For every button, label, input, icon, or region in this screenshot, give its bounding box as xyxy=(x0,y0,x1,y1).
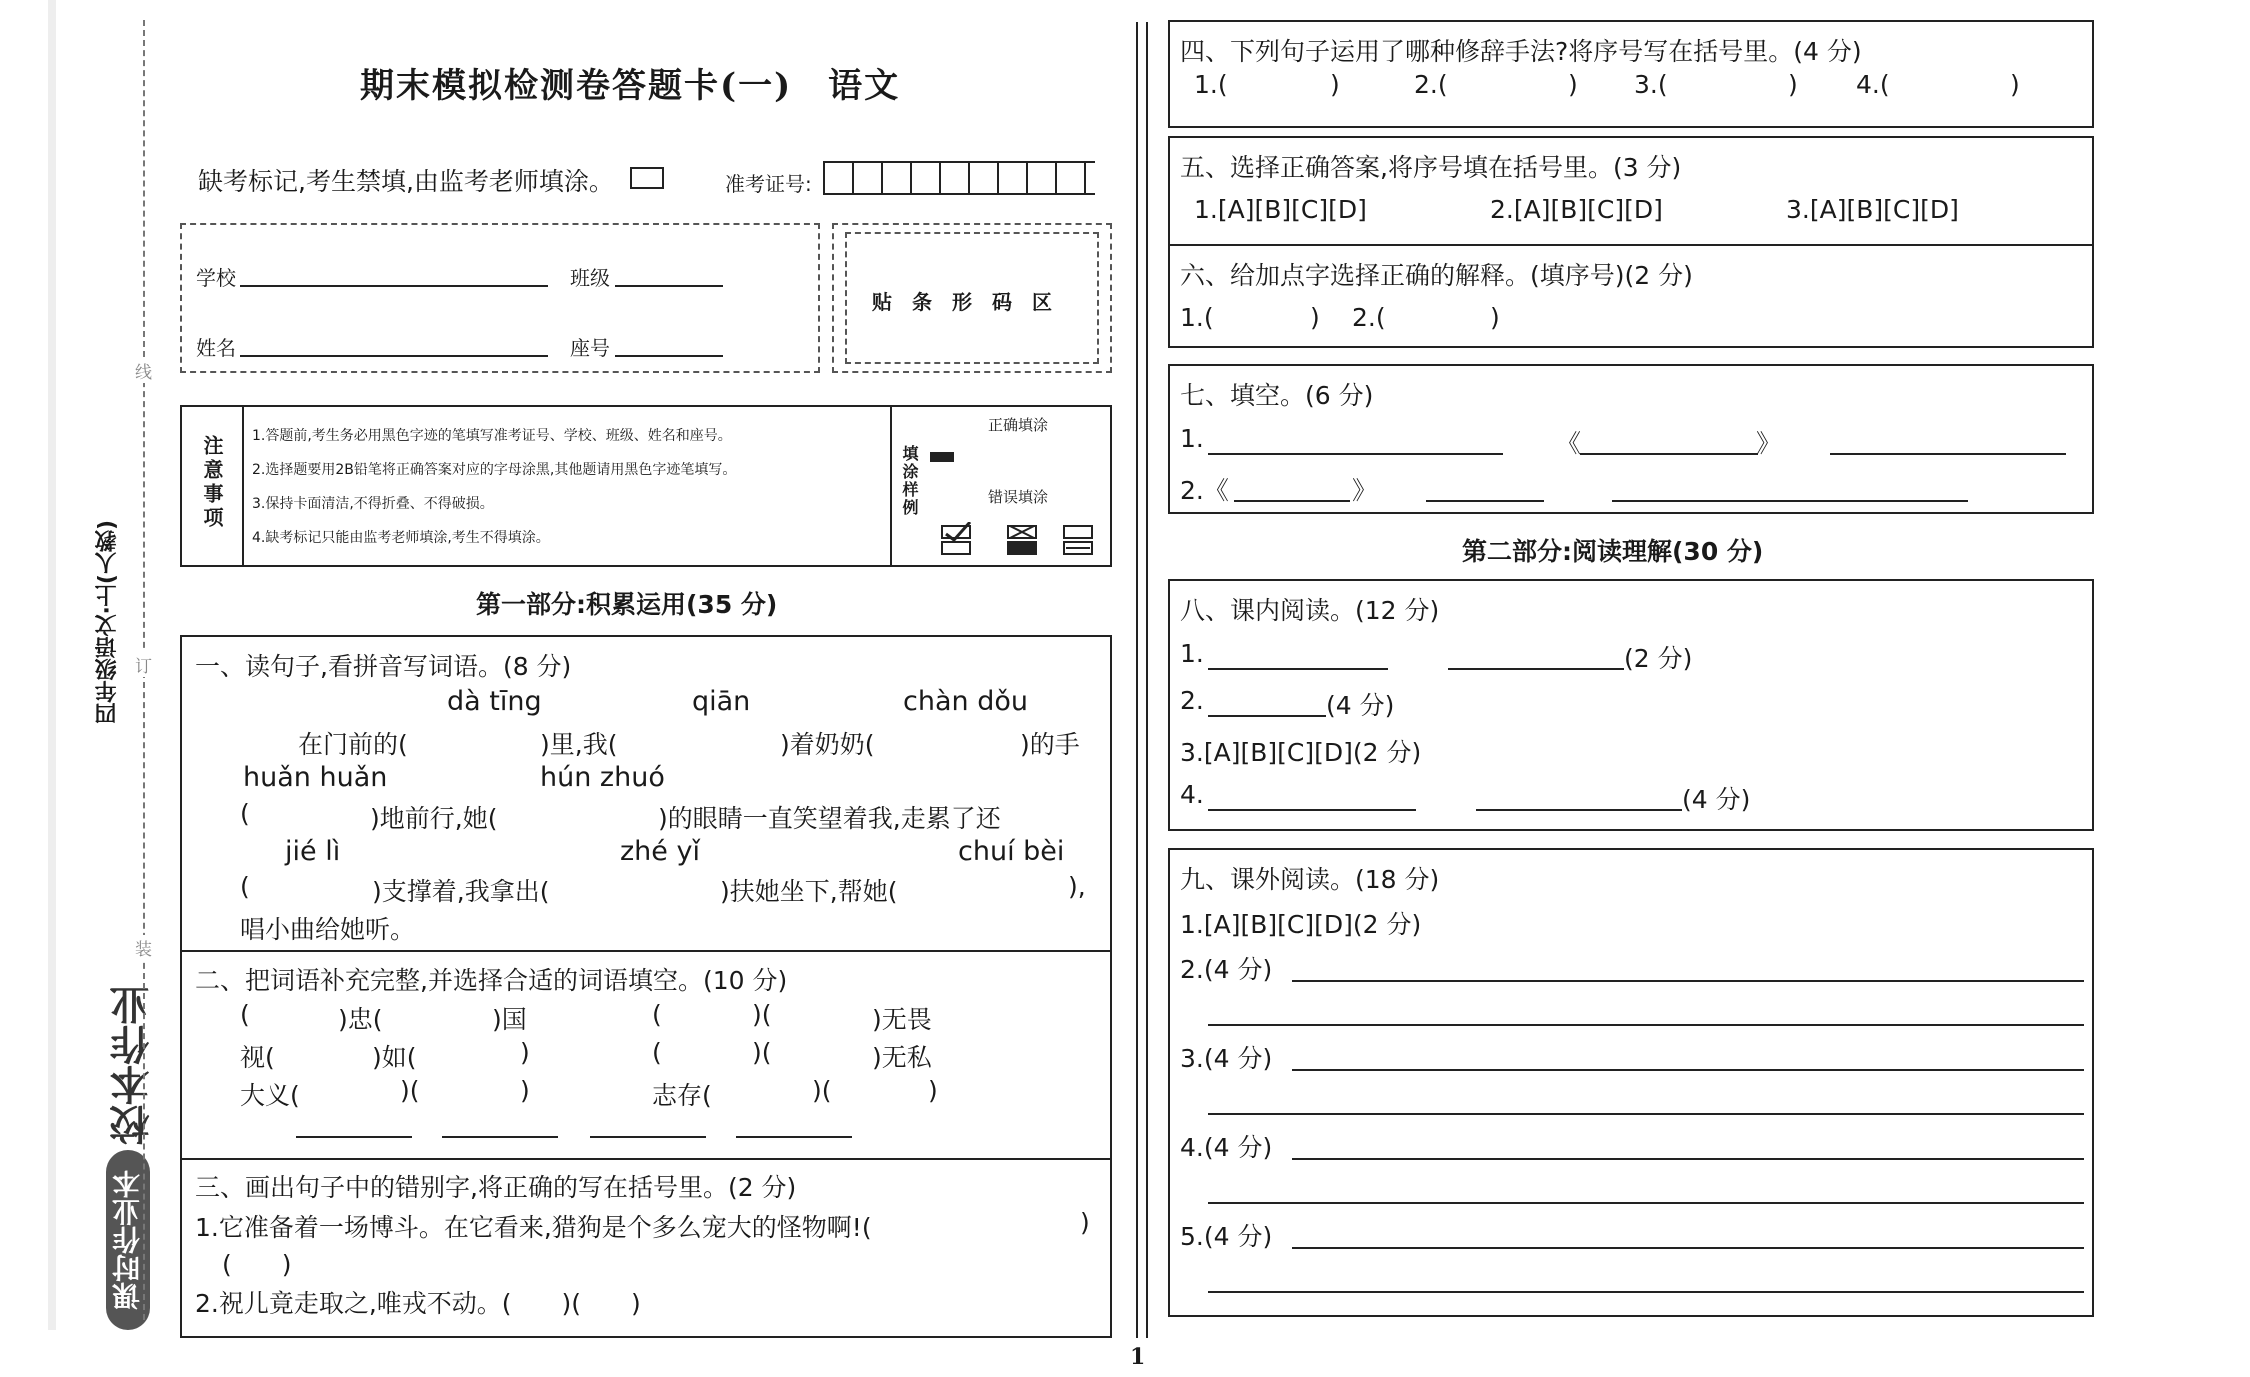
q9-blank-5a[interactable] xyxy=(1292,1247,2084,1249)
q8-l2-score: (4 分) xyxy=(1326,691,1395,720)
q1-line2-c: )的眼睛一直笑望着我,走累了还 xyxy=(658,804,1001,833)
info-box xyxy=(180,223,820,373)
q2-blank-3[interactable] xyxy=(590,1136,706,1138)
center-divider xyxy=(1136,22,1138,1338)
q7-l1-open: 《 xyxy=(1556,429,1582,458)
q2-blank-4[interactable] xyxy=(736,1136,852,1138)
q2-r3-f: ) xyxy=(928,1076,938,1105)
school-label: 学校 xyxy=(196,266,236,290)
q3-s1b: ) xyxy=(1080,1208,1090,1237)
q3-s1c: ( ) xyxy=(222,1250,292,1279)
barcode-label: 贴 条 形 码 区 xyxy=(872,290,1052,314)
q3-title: 三、画出句子中的错别字,将正确的写在括号里。(2 分) xyxy=(195,1173,797,1202)
q3-s2: 2.祝儿竟走取之,唯戎不动。( )( ) xyxy=(195,1289,641,1318)
q9-title: 九、课外阅读。(18 分) xyxy=(1180,865,1440,894)
pinyin-7: zhé yǐ xyxy=(620,836,700,867)
q7-l2-open: 2.《 xyxy=(1180,476,1229,505)
q1-line1-a: 在门前的( xyxy=(298,730,408,759)
q1-line1-b: )里,我( xyxy=(540,730,618,759)
q9-l5: 5.(4 分) xyxy=(1180,1222,1273,1251)
q1-line2-a: ( xyxy=(240,799,250,828)
q5-item-2[interactable]: 2.[A][B][C][D] xyxy=(1490,195,1663,224)
q2-r1-f: )无畏 xyxy=(872,1005,932,1034)
q4-4a: 4.( xyxy=(1856,70,1890,99)
q7-l1-num: 1. xyxy=(1180,424,1204,453)
q2-r2-c: ) xyxy=(520,1038,530,1067)
q7-blank-5[interactable] xyxy=(1426,500,1544,502)
q2-r2-a: 视( xyxy=(240,1043,275,1072)
q1-line1-c: )着奶奶( xyxy=(780,730,875,759)
q6-2b: ) xyxy=(1490,303,1500,332)
correct-sample xyxy=(930,452,954,462)
q5-title: 五、选择正确答案,将序号填在括号里。(3 分) xyxy=(1180,153,1682,182)
q9-blank-2a[interactable] xyxy=(1292,980,2084,982)
wrong-samples xyxy=(940,522,1100,558)
pinyin-5: hún zhuó xyxy=(540,762,665,793)
q8-l1-score: (2 分) xyxy=(1624,644,1693,673)
q2-blank-1[interactable] xyxy=(296,1136,412,1138)
q5-item-1[interactable]: 1.[A][B][C][D] xyxy=(1194,195,1367,224)
q2-r3-b: )( xyxy=(400,1076,420,1105)
seat-label: 座号 xyxy=(570,336,610,360)
q8-blank-5[interactable] xyxy=(1476,809,1682,811)
q2-r1-d: ( xyxy=(652,1000,662,1029)
pinyin-6: jié lì xyxy=(285,836,341,867)
q4-2b: ) xyxy=(1568,70,1578,99)
brand-badge: 课时作业本 xyxy=(106,1150,150,1330)
q2-r1-c: )国 xyxy=(492,1005,527,1034)
sample-label: 填涂样例 xyxy=(900,445,919,517)
q4-4b: ) xyxy=(2010,70,2020,99)
q2-r2-e: )( xyxy=(752,1038,772,1067)
absent-mark-box[interactable] xyxy=(630,167,664,189)
note-item-3: 3.保持卡面清洁,不得折叠、不得破损。 xyxy=(252,496,494,512)
q8-title: 八、课内阅读。(12 分) xyxy=(1180,596,1440,625)
note-item-1: 1.答题前,考生务必用黑色字迹的笔填写准考证号、学校、班级、姓名和座号。 xyxy=(252,428,732,444)
absent-note: 缺考标记,考生禁填,由监考老师填涂。 xyxy=(198,167,614,196)
seat-field[interactable] xyxy=(615,355,723,357)
q8-l2-num: 2. xyxy=(1180,686,1204,715)
q2-r2-b: )如( xyxy=(372,1043,417,1072)
pinyin-1: dà tīng xyxy=(447,686,542,717)
class-label: 班级 xyxy=(570,266,610,290)
pinyin-8: chuí bèi xyxy=(958,836,1065,867)
pinyin-3: chàn dǒu xyxy=(903,686,1028,717)
q5-item-3[interactable]: 3.[A][B][C][D] xyxy=(1786,195,1959,224)
q1-line4: 唱小曲给她听。 xyxy=(240,915,416,944)
q1-title: 一、读句子,看拼音写词语。(8 分) xyxy=(195,652,572,681)
correct-label: 正确填涂 xyxy=(988,416,1049,434)
q9-l4: 4.(4 分) xyxy=(1180,1133,1273,1162)
q7-blank-1[interactable] xyxy=(1208,453,1503,455)
q2-r2-d: ( xyxy=(652,1038,662,1067)
q7-title: 七、填空。(6 分) xyxy=(1180,381,1374,410)
q8-blank-3[interactable] xyxy=(1208,715,1326,717)
q4-title: 四、下列句子运用了哪种修辞手法?将序号写在括号里。(4 分) xyxy=(1180,37,1862,66)
q1-line3-d: ), xyxy=(1068,872,1086,901)
q1-line3-a: ( xyxy=(240,872,250,901)
q9-l3: 3.(4 分) xyxy=(1180,1044,1273,1073)
cut-mark-2: 订 xyxy=(135,652,152,677)
q9-blank-5b[interactable] xyxy=(1208,1291,2084,1293)
q9-l1[interactable]: 1.[A][B][C][D](2 分) xyxy=(1180,910,1422,939)
q8-blank-1[interactable] xyxy=(1208,668,1388,670)
q9-blank-3a[interactable] xyxy=(1292,1069,2084,1071)
q2-r2-f: )无私 xyxy=(872,1043,932,1072)
note-item-4: 4.缺考标记只能由监考老师填涂,考生不得填涂。 xyxy=(252,530,550,546)
q2-r1-e: )( xyxy=(752,1000,772,1029)
q8-l1-num: 1. xyxy=(1180,639,1204,668)
part1-heading: 第一部分:积累运用(35 分) xyxy=(476,590,778,619)
q9-blank-2b[interactable] xyxy=(1208,1024,2084,1026)
q6-2a: 2.( xyxy=(1352,303,1386,332)
q1-line1-d: )的手 xyxy=(1020,730,1080,759)
class-field[interactable] xyxy=(615,285,723,287)
q7-blank-6[interactable] xyxy=(1612,500,1968,502)
q7-blank-2[interactable] xyxy=(1580,453,1758,455)
q7-blank-3[interactable] xyxy=(1830,453,2066,455)
cut-mark-1: 线 xyxy=(135,358,152,383)
q8-l3[interactable]: 3.[A][B][C][D](2 分) xyxy=(1180,738,1422,767)
name-label: 姓名 xyxy=(196,336,236,360)
q6-title: 六、给加点字选择正确的解释。(填序号)(2 分) xyxy=(1180,261,1693,290)
q8-l4-score: (4 分) xyxy=(1682,785,1751,814)
q2-r3-e: )( xyxy=(812,1076,832,1105)
q8-l4-num: 4. xyxy=(1180,780,1204,809)
name-field[interactable] xyxy=(240,355,548,357)
q2-title: 二、把词语补充完整,并选择合适的词语填空。(10 分) xyxy=(195,966,788,995)
notes-heading: 注意事项 xyxy=(200,435,224,531)
exam-no-grid[interactable] xyxy=(823,161,1095,195)
school-field[interactable] xyxy=(240,285,548,287)
exam-no-label: 准考证号: xyxy=(725,172,812,196)
q6-1b: ) xyxy=(1310,303,1320,332)
q8-blank-2[interactable] xyxy=(1448,668,1624,670)
note-item-2: 2.选择题要用2B铅笔将正确答案对应的字母涂黑,其他题请用黑色字迹笔填写。 xyxy=(252,462,737,478)
q2-blank-2[interactable] xyxy=(442,1136,558,1138)
q2-r3-c: ) xyxy=(520,1076,530,1105)
q9-blank-3b[interactable] xyxy=(1208,1113,2084,1115)
q4-3a: 3.( xyxy=(1634,70,1668,99)
q2-r3-d: 志存( xyxy=(652,1081,712,1110)
q2-r1-b: )忠( xyxy=(338,1005,383,1034)
q4-1b: ) xyxy=(1330,70,1340,99)
q2-r3-a: 大义( xyxy=(240,1081,300,1110)
q8-blank-4[interactable] xyxy=(1208,809,1416,811)
spine xyxy=(0,0,170,1377)
pinyin-2: qiān xyxy=(692,686,751,717)
q1-line3-c: )扶她坐下,帮她( xyxy=(720,877,898,906)
q9-blank-4b[interactable] xyxy=(1208,1202,2084,1204)
wrong-label: 错误填涂 xyxy=(988,488,1049,506)
q7-l1-close: 》 xyxy=(1756,429,1782,458)
q4-2a: 2.( xyxy=(1414,70,1448,99)
part2-heading: 第二部分:阅读理解(30 分) xyxy=(1462,537,1764,566)
q2-r1-a: ( xyxy=(240,1000,250,1029)
q1-line2-b: )地前行,她( xyxy=(370,804,498,833)
page-number: 1 xyxy=(1130,1344,1146,1370)
q9-l2: 2.(4 分) xyxy=(1180,955,1273,984)
page-title: 期末模拟检测卷答题卡(一) 语文 xyxy=(360,66,901,106)
pinyin-4: huǎn huǎn xyxy=(243,762,388,793)
brand-name: 校本作业 xyxy=(110,985,156,1145)
q6-1a: 1.( xyxy=(1180,303,1214,332)
q7-blank-4[interactable] xyxy=(1234,500,1350,502)
q4-1a: 1.( xyxy=(1194,70,1228,99)
q3-s1: 1.它准备着一场博斗。在它看来,猎狗是个多么宠大的怪物啊!( xyxy=(195,1213,872,1242)
q9-blank-4a[interactable] xyxy=(1292,1158,2084,1160)
cut-mark-3: 装 xyxy=(135,935,152,960)
q1-line3-b: )支撑着,我拿出( xyxy=(372,877,550,906)
q7-l2-close: 》 xyxy=(1352,476,1378,505)
grade-label: 四年级语文·上(人教) xyxy=(95,520,120,725)
q4-3b: ) xyxy=(1788,70,1798,99)
